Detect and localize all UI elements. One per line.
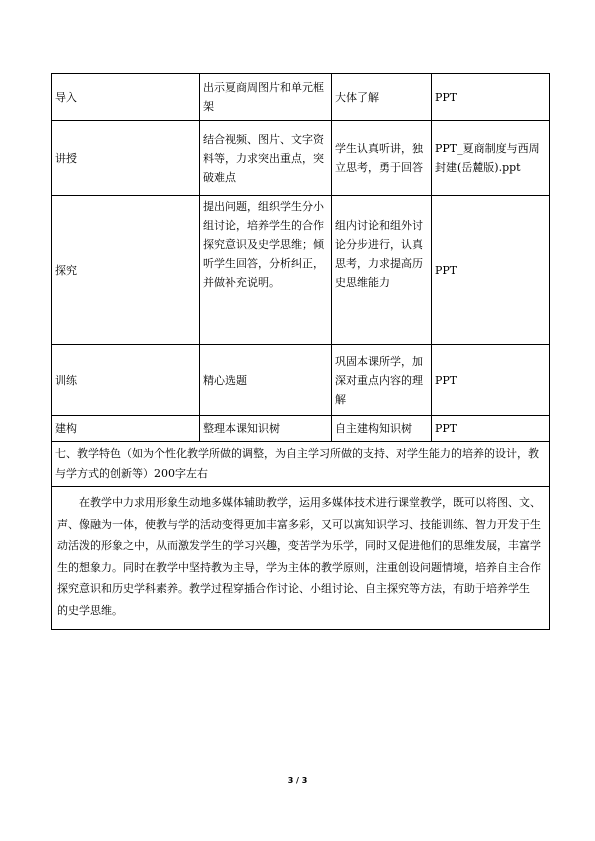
stage-cell: 建构: [52, 416, 200, 442]
table-row: [52, 442, 550, 487]
student-activity-cell: 大体了解: [332, 74, 432, 121]
table-row: [52, 345, 550, 416]
table-row: [52, 416, 550, 442]
resource-cell: PPT: [432, 196, 550, 345]
stage-cell: 训练: [52, 345, 200, 416]
student-activity-cell: 自主建构知识树: [332, 416, 432, 442]
teacher-activity-cell: 整理本课知识树: [200, 416, 332, 442]
table-row: [52, 74, 550, 121]
table-row: [52, 196, 550, 345]
teaching-process-table: [51, 73, 550, 630]
page-number: 3 / 3: [287, 776, 308, 785]
table-row: [52, 121, 550, 196]
resource-cell: PPT: [432, 74, 550, 121]
section-heading: 七、教学特色（如为个性化教学所做的调整，为自主学习所做的支持、对学生能力的培养的设计，教与学方式的创新等）200字左右: [52, 442, 550, 487]
teacher-activity-cell: 结合视频、图片、文字资料等，力求突出重点，突破难点: [200, 121, 332, 196]
student-activity-cell: 组内讨论和组外讨论分步进行，认真思考，力求提高历史思维能力: [332, 196, 432, 345]
section-body-text: 在教学中力求用形象生动地多媒体辅助教学，运用多媒体技术进行课堂教学，既可以将图、文、声、像融为一体，使教与学的活动变得更加丰富多彩，又可以寓知识学习、技能训练、智力开发于生动活泼的形象之中，从而激发学生的学习兴趣，变苦学为乐学，同时又促进他们的思维发展，丰富学生的想象力。同时在教学中坚持教为主导，学为主体的教学原则，注重创设问题情境，培养自主合作探究意识和历史学科素养。教学过程穿插合作讨论、小组讨论、自主探究等方法，有助于培养学生 的史学思维。: [57, 496, 541, 617]
stage-cell: 探究: [52, 196, 200, 345]
teacher-activity-cell: 精心选题: [200, 345, 332, 416]
section-body-cell: [52, 487, 550, 630]
resource-cell: PPT_夏商制度与西周封建(岳麓版).ppt: [432, 121, 550, 196]
table-row: [52, 487, 550, 630]
resource-cell: PPT: [432, 345, 550, 416]
teacher-activity-cell: 提出问题，组织学生分小组讨论，培养学生的合作探究意识及史学思维；倾听学生回答，分析纠正，并做补充说明。: [200, 196, 332, 345]
resource-cell: PPT: [432, 416, 550, 442]
student-activity-cell: 巩固本课所学，加深对重点内容的理解: [332, 345, 432, 416]
stage-cell: 导入: [52, 74, 200, 121]
student-activity-cell: 学生认真听讲，独立思考，勇于回答: [332, 121, 432, 196]
teacher-activity-cell: 出示夏商周图片和单元框架: [200, 74, 332, 121]
stage-cell: 讲授: [52, 121, 200, 196]
